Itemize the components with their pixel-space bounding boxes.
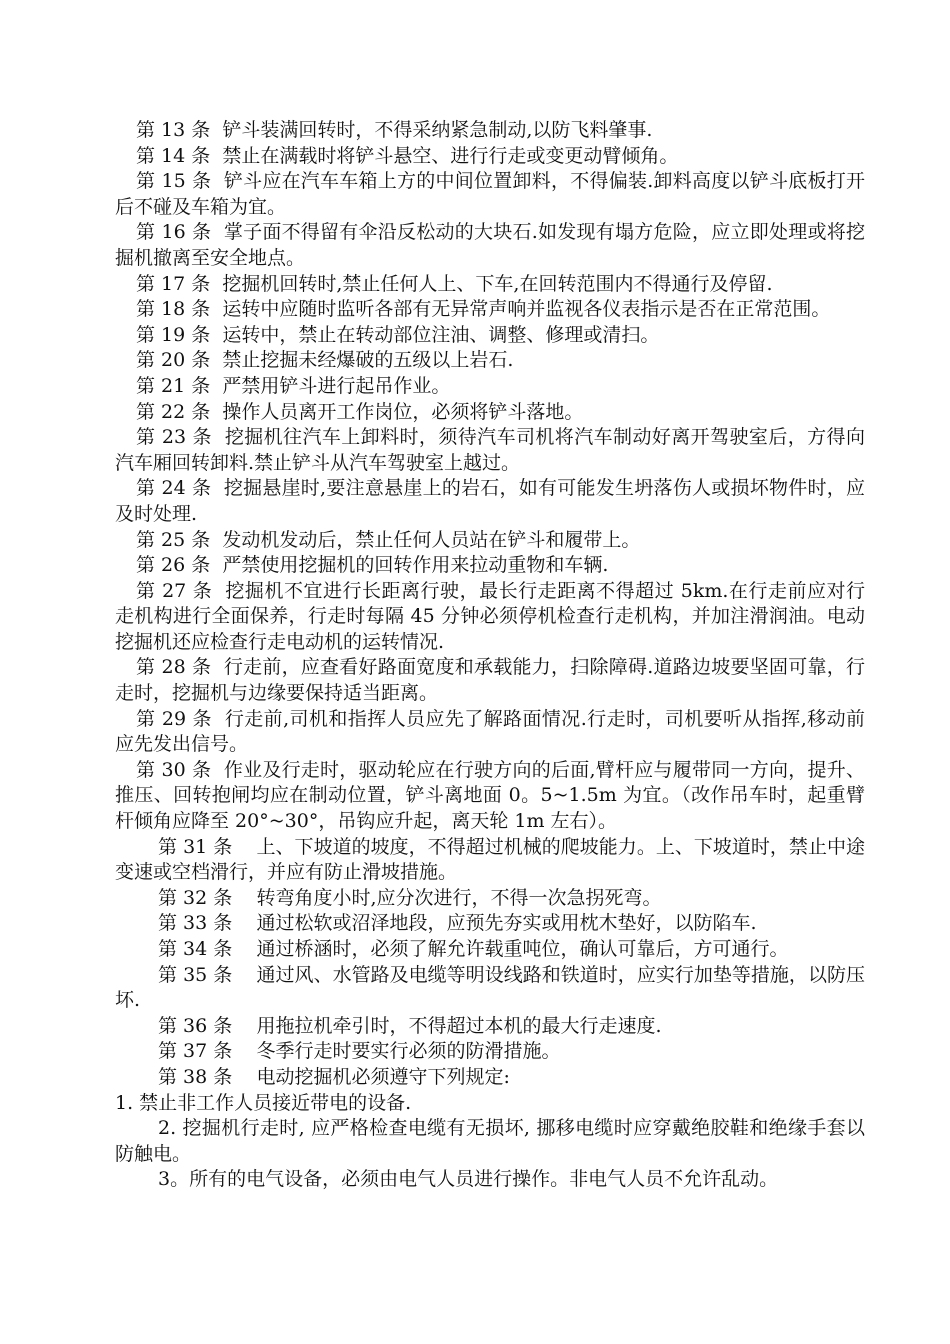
article-separator xyxy=(232,964,256,986)
article-text: 严禁使用挖掘机的回转作用来拉动重物和车辆. xyxy=(222,554,609,577)
article-number: 第 33 条 xyxy=(158,912,233,935)
article-separator xyxy=(232,1040,256,1062)
article-32 xyxy=(115,886,865,912)
article-text: 发动机发动后，禁止任何人员站在铲斗和履带上。 xyxy=(222,528,641,551)
article-text: 通过桥涵时，必须了解允许载重吨位，确认可靠后，方可通行。 xyxy=(256,938,789,960)
article-separator xyxy=(211,759,224,781)
article-separator xyxy=(210,273,222,295)
article-number: 第 17 条 xyxy=(136,272,211,295)
article-text: 挖掘机往汽车上卸料时，须待汽车司机将汽车制动好离开驾驶室后，方得向汽车厢回转卸料.禁止铲斗从汽车驾驶室上越过。 xyxy=(115,426,865,474)
article-30 xyxy=(115,758,865,835)
article-number: 第 28 条 xyxy=(136,656,212,679)
article-text: 通过风、水管路及电缆等明设线路和铁道时，应实行加垫等措施，以防压坏. xyxy=(115,963,865,1012)
article-separator xyxy=(211,221,224,243)
article-text: 转弯角度小时,应分次进行，不得一次急拐死弯。 xyxy=(256,886,662,909)
article-text: 用拖拉机牵引时，不得超过本机的最大行走速度. xyxy=(256,1014,662,1037)
article-text: 禁止在满载时将铲斗悬空、进行行走或变更动臂倾角。 xyxy=(222,144,679,167)
article-number: 第 22 条 xyxy=(136,400,211,423)
article-text: 行走前，应查看好路面宽度和承载能力，扫除障碍.道路边坡要坚固可靠，行走时，挖掘机与边缘要保持适当距离。 xyxy=(115,656,865,705)
article-35 xyxy=(115,963,865,1014)
article-separator xyxy=(232,887,256,909)
article-separator xyxy=(232,836,256,858)
article-number: 第 32 条 xyxy=(158,886,233,909)
article-number: 第 34 条 xyxy=(158,938,233,960)
article-21 xyxy=(115,374,865,400)
article-number: 第 24 条 xyxy=(136,477,212,500)
article-text: 电动挖掘机必须遵守下列规定: xyxy=(256,1065,510,1088)
article-text: 作业及行走时，驱动轮应在行驶方向的后面,臂杆应与履带同一方向，提升、推压、回转抱闸均应在制动位置，铲斗离地面 0。5~1.5m 为宜。（改作吊车时，起重臂杆倾角应降至 20°~30°，吊钩应升起，离天轮 1m 左右）。 xyxy=(115,758,865,833)
article-text: 挖掘机不宜进行长距离行驶，最长行走距离不得超过 5km.在行走前应对行走机构进行全面保养，行走时每隔 45 分钟必须停机检查行走机构，并加注滑润油。电动挖掘机还应检查行走电动机的运转情况. xyxy=(115,579,865,653)
article-number: 第 26 条 xyxy=(136,554,211,577)
article-25 xyxy=(115,528,865,554)
article-number: 第 37 条 xyxy=(158,1040,233,1063)
article-separator xyxy=(210,324,222,346)
article-22 xyxy=(115,400,865,426)
article-number: 第 19 条 xyxy=(136,323,211,346)
article-23 xyxy=(115,425,865,476)
article-separator xyxy=(212,580,225,602)
article-text: 铲斗装满回转时，不得采纳紧急制动,以防飞料肇事. xyxy=(222,119,653,141)
article-separator xyxy=(212,426,225,448)
article-number: 第 25 条 xyxy=(136,528,211,551)
article-separator xyxy=(232,938,256,960)
article-number: 第 36 条 xyxy=(158,1014,233,1037)
article-separator xyxy=(211,656,224,678)
article-separator xyxy=(210,349,222,371)
article-separator xyxy=(210,375,222,397)
article-19 xyxy=(115,323,865,349)
article-27 xyxy=(115,579,865,656)
article-separator xyxy=(210,529,222,551)
articles-group-b xyxy=(115,835,865,1091)
article-20 xyxy=(115,348,865,374)
article-14 xyxy=(115,144,865,170)
article-separator xyxy=(210,554,222,576)
article-number: 第 14 条 xyxy=(136,144,211,167)
article-separator xyxy=(211,170,224,192)
article-text: 铲斗应在汽车车箱上方的中间位置卸料，不得偏装.卸料高度以铲斗底板打开后不碰及车箱为宜。 xyxy=(115,170,865,218)
article-33 xyxy=(115,911,865,937)
article-number: 第 23 条 xyxy=(136,426,212,449)
article-number: 第 15 条 xyxy=(136,170,212,193)
article-separator xyxy=(232,912,256,934)
list-item: 2. 挖掘机行走时, 应严格检查电缆有无损坏, 挪移电缆时应穿戴绝胶鞋和绝缘手套以防触电。 xyxy=(115,1117,865,1165)
article-separator xyxy=(210,298,222,320)
article-number: 第 35 条 xyxy=(158,963,233,986)
article-text: 操作人员离开工作岗位，必须将铲斗落地。 xyxy=(222,400,584,423)
article-number: 第 16 条 xyxy=(136,221,212,244)
article-text: 上、下坡道的坡度，不得超过机械的爬坡能力。上、下坡道时，禁止中途变速或空档滑行，并应有防止滑坡措施。 xyxy=(115,835,865,884)
list-item: 3。所有的电气设备，必须由电气人员进行操作。非电气人员不允许乱动。 xyxy=(158,1168,779,1191)
article-number: 第 38 条 xyxy=(158,1065,233,1088)
article-number: 第 21 条 xyxy=(136,374,211,397)
article-number: 第 18 条 xyxy=(136,298,211,321)
article-text: 通过松软或沼泽地段，应预先夯实或用枕木垫好，以防陷车. xyxy=(256,912,757,935)
article-17 xyxy=(115,272,865,298)
article-number: 第 29 条 xyxy=(136,707,212,730)
article-29 xyxy=(115,707,865,758)
article-36 xyxy=(115,1014,865,1040)
list-item: 1. 禁止非工作人员接近带电的设备. xyxy=(115,1091,412,1114)
article-16 xyxy=(115,220,865,271)
article-text: 挖掘悬崖时,要注意悬崖上的岩石，如有可能发生坍落伤人或损坏物件时，应及时处理. xyxy=(115,477,865,525)
article-number: 第 30 条 xyxy=(136,758,212,781)
document-page xyxy=(115,118,865,1193)
electric-rules-list xyxy=(115,1091,865,1193)
article-text: 冬季行走时要实行必须的防滑措施。 xyxy=(256,1040,561,1063)
article-separator xyxy=(210,145,222,167)
article-38 xyxy=(115,1065,865,1091)
article-number: 第 20 条 xyxy=(136,349,211,372)
article-separator xyxy=(211,477,224,499)
article-24 xyxy=(115,476,865,527)
article-31 xyxy=(115,835,865,886)
article-number: 第 27 条 xyxy=(136,579,213,602)
article-text: 运转中，禁止在转动部位注油、调整、修理或清扫。 xyxy=(222,323,660,346)
article-text: 掌子面不得留有伞沿反松动的大块石.如发现有塌方危险，应立即处理或将挖掘机撤离至安全地点。 xyxy=(115,221,865,269)
article-28 xyxy=(115,655,865,706)
article-number: 第 31 条 xyxy=(158,835,233,858)
article-18 xyxy=(115,297,865,323)
article-separator xyxy=(212,708,225,730)
article-37 xyxy=(115,1039,865,1065)
articles-group-a xyxy=(115,118,865,835)
article-separator xyxy=(210,119,222,141)
article-text: 挖掘机回转时,禁止任何人上、下车,在回转范围内不得通行及停留. xyxy=(222,272,773,295)
article-separator xyxy=(232,1015,256,1037)
article-13 xyxy=(115,118,865,144)
article-separator xyxy=(210,401,222,423)
article-text: 运转中应随时监听各部有无异常声响并监视各仪表指示是否在正常范围。 xyxy=(222,298,831,321)
article-34 xyxy=(115,937,865,963)
article-separator xyxy=(232,1066,256,1088)
article-number: 第 13 条 xyxy=(136,119,211,141)
article-text: 行走前,司机和指挥人员应先了解路面情况.行走时，司机要听从指挥,移动前应先发出信号。 xyxy=(115,707,865,756)
article-text: 禁止挖掘未经爆破的五级以上岩石. xyxy=(222,349,514,372)
article-26 xyxy=(115,553,865,579)
article-15 xyxy=(115,169,865,220)
article-text: 严禁用铲斗进行起吊作业。 xyxy=(222,374,451,397)
